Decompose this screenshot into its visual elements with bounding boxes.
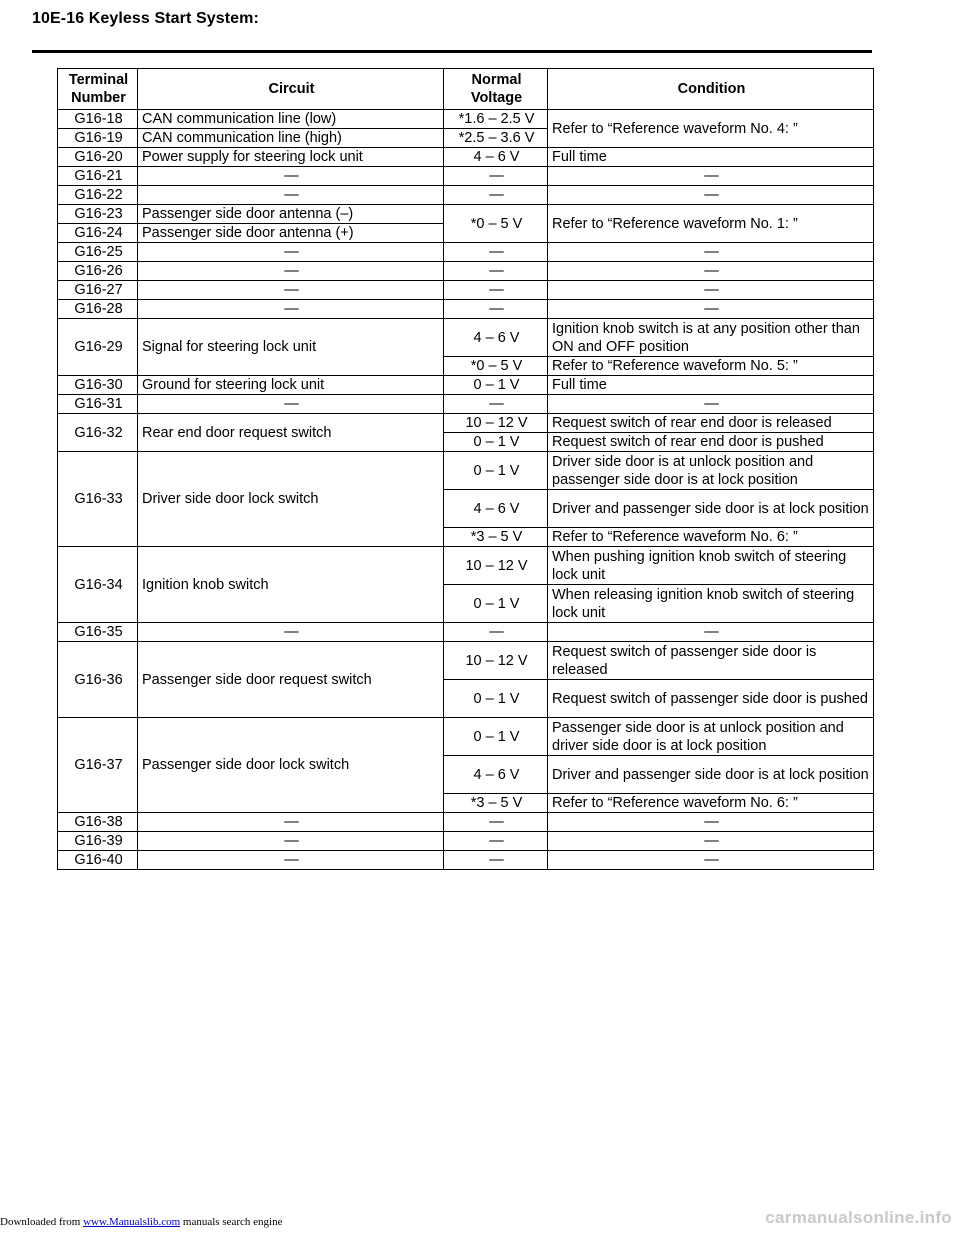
voltage-cell: *2.5 – 3.6 V (444, 129, 548, 148)
table-row (58, 243, 874, 262)
table-row (58, 110, 874, 129)
table-row (58, 642, 874, 680)
footer-prefix: Downloaded from (0, 1216, 84, 1228)
terminal-cell: G16-32 (58, 414, 138, 452)
voltage-cell: — (444, 300, 548, 319)
voltage-cell: *0 – 5 V (444, 357, 548, 376)
circuit-cell: — (138, 262, 444, 281)
page-header (32, 6, 872, 54)
circuit-cell: — (138, 300, 444, 319)
condition-cell: — (548, 832, 874, 851)
table-row (58, 851, 874, 870)
table-header-row (58, 69, 874, 110)
condition-cell: Request switch of rear end door is released (548, 414, 874, 433)
voltage-cell: 4 – 6 V (444, 756, 548, 794)
voltage-cell: — (444, 395, 548, 414)
circuit-cell: Ignition knob switch (138, 547, 444, 623)
voltage-cell: 10 – 12 V (444, 642, 548, 680)
condition-cell: Full time (548, 376, 874, 395)
voltage-cell: — (444, 813, 548, 832)
voltage-cell: 10 – 12 V (444, 414, 548, 433)
condition-cell: Driver and passenger side door is at lock position (548, 490, 874, 528)
circuit-cell: — (138, 623, 444, 642)
footer-suffix: manuals search engine (180, 1216, 283, 1228)
voltage-cell: 0 – 1 V (444, 433, 548, 452)
voltage-cell: — (444, 281, 548, 300)
table-row (58, 547, 874, 585)
voltage-cell: 10 – 12 V (444, 547, 548, 585)
condition-cell: Refer to “Reference waveform No. 5: ” (548, 357, 874, 376)
condition-cell: Refer to “Reference waveform No. 4: ” (548, 110, 874, 148)
voltage-cell: 4 – 6 V (444, 148, 548, 167)
table-row (58, 167, 874, 186)
voltage-cell: — (444, 832, 548, 851)
condition-cell: When releasing ignition knob switch of steering lock unit (548, 585, 874, 623)
condition-cell: — (548, 395, 874, 414)
table-row (58, 281, 874, 300)
voltage-cell: 0 – 1 V (444, 376, 548, 395)
terminal-cell: G16-34 (58, 547, 138, 623)
condition-cell: Refer to “Reference waveform No. 6: ” (548, 528, 874, 547)
terminal-cell: G16-20 (58, 148, 138, 167)
terminal-cell: G16-36 (58, 642, 138, 718)
header-terminal-number: Terminal Number (58, 69, 138, 110)
download-source-note (0, 1216, 282, 1228)
condition-cell: Request switch of passenger side door is pushed (548, 680, 874, 718)
terminal-cell: G16-35 (58, 623, 138, 642)
header-circuit: Circuit (138, 69, 444, 110)
voltage-cell: 4 – 6 V (444, 490, 548, 528)
condition-cell: When pushing ignition knob switch of steering lock unit (548, 547, 874, 585)
circuit-cell: Passenger side door lock switch (138, 718, 444, 813)
condition-cell: Driver and passenger side door is at lock position (548, 756, 874, 794)
circuit-cell: — (138, 832, 444, 851)
condition-cell: Refer to “Reference waveform No. 6: ” (548, 794, 874, 813)
condition-cell: — (548, 813, 874, 832)
condition-cell: — (548, 281, 874, 300)
circuit-cell: — (138, 813, 444, 832)
voltage-cell: *0 – 5 V (444, 205, 548, 243)
voltage-cell: — (444, 243, 548, 262)
circuit-cell: Power supply for steering lock unit (138, 148, 444, 167)
header-rule (32, 50, 872, 53)
voltage-cell: — (444, 186, 548, 205)
terminal-cell: G16-37 (58, 718, 138, 813)
condition-cell: Driver side door is at unlock position and passenger side door is at lock position (548, 452, 874, 490)
condition-cell: — (548, 243, 874, 262)
terminal-cell: G16-19 (58, 129, 138, 148)
terminal-cell: G16-27 (58, 281, 138, 300)
table-row (58, 813, 874, 832)
table-row (58, 414, 874, 433)
circuit-cell: Driver side door lock switch (138, 452, 444, 547)
terminal-cell: G16-28 (58, 300, 138, 319)
terminal-cell: G16-18 (58, 110, 138, 129)
circuit-cell: CAN communication line (high) (138, 129, 444, 148)
header-condition: Condition (548, 69, 874, 110)
header-normal-voltage: Normal Voltage (444, 69, 548, 110)
condition-cell: — (548, 300, 874, 319)
table-row (58, 319, 874, 357)
terminal-table (57, 68, 874, 870)
terminal-cell: G16-29 (58, 319, 138, 376)
circuit-cell: Rear end door request switch (138, 414, 444, 452)
condition-cell: Request switch of passenger side door is released (548, 642, 874, 680)
circuit-cell: — (138, 395, 444, 414)
table-row (58, 300, 874, 319)
condition-cell: — (548, 167, 874, 186)
watermark: carmanualsonline.info (765, 1208, 952, 1227)
voltage-cell: — (444, 262, 548, 281)
voltage-cell: 0 – 1 V (444, 585, 548, 623)
voltage-cell: 0 – 1 V (444, 718, 548, 756)
page-title: 10E-16 Keyless Start System: (32, 10, 259, 27)
voltage-cell: — (444, 167, 548, 186)
circuit-cell: — (138, 167, 444, 186)
condition-cell: Ignition knob switch is at any position other than ON and OFF position (548, 319, 874, 357)
condition-cell: — (548, 623, 874, 642)
condition-cell: Full time (548, 148, 874, 167)
table-row (58, 186, 874, 205)
circuit-cell: Passenger side door antenna (–) (138, 205, 444, 224)
terminal-cell: G16-33 (58, 452, 138, 547)
table-row (58, 718, 874, 756)
voltage-cell: *3 – 5 V (444, 794, 548, 813)
table-row (58, 395, 874, 414)
circuit-cell: Passenger side door request switch (138, 642, 444, 718)
condition-cell: Passenger side door is at unlock position and driver side door is at lock position (548, 718, 874, 756)
voltage-cell: 4 – 6 V (444, 319, 548, 357)
manualslib-link[interactable]: www.Manualslib.com (83, 1216, 181, 1228)
terminal-cell: G16-39 (58, 832, 138, 851)
terminal-cell: G16-23 (58, 205, 138, 224)
circuit-cell: — (138, 851, 444, 870)
circuit-cell: Ground for steering lock unit (138, 376, 444, 395)
voltage-cell: 0 – 1 V (444, 452, 548, 490)
terminal-cell: G16-24 (58, 224, 138, 243)
terminal-cell: G16-31 (58, 395, 138, 414)
circuit-cell: — (138, 243, 444, 262)
voltage-cell: *1.6 – 2.5 V (444, 110, 548, 129)
terminal-cell: G16-38 (58, 813, 138, 832)
table-row (58, 148, 874, 167)
table-row (58, 262, 874, 281)
condition-cell: Request switch of rear end door is pushed (548, 433, 874, 452)
table-row (58, 832, 874, 851)
circuit-cell: — (138, 186, 444, 205)
table-row (58, 376, 874, 395)
circuit-cell: Passenger side door antenna (+) (138, 224, 444, 243)
terminal-cell: G16-40 (58, 851, 138, 870)
table-row (58, 452, 874, 490)
voltage-cell: *3 – 5 V (444, 528, 548, 547)
terminal-cell: G16-25 (58, 243, 138, 262)
terminal-cell: G16-21 (58, 167, 138, 186)
terminal-cell: G16-22 (58, 186, 138, 205)
voltage-cell: 0 – 1 V (444, 680, 548, 718)
condition-cell: Refer to “Reference waveform No. 1: ” (548, 205, 874, 243)
circuit-cell: — (138, 281, 444, 300)
table-row (58, 205, 874, 224)
terminal-cell: G16-30 (58, 376, 138, 395)
table-row (58, 623, 874, 642)
terminal-cell: G16-26 (58, 262, 138, 281)
voltage-cell: — (444, 851, 548, 870)
condition-cell: — (548, 851, 874, 870)
voltage-cell: — (444, 623, 548, 642)
circuit-cell: CAN communication line (low) (138, 110, 444, 129)
circuit-cell: Signal for steering lock unit (138, 319, 444, 376)
condition-cell: — (548, 262, 874, 281)
page-footer (0, 1208, 960, 1238)
condition-cell: — (548, 186, 874, 205)
